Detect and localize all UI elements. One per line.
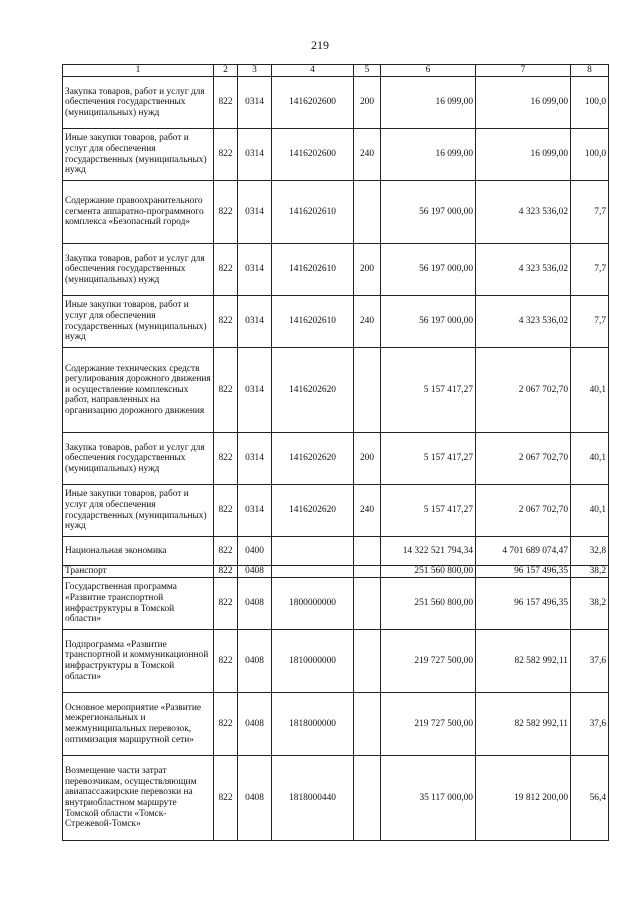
row-ministry-code: 822 xyxy=(214,756,238,841)
row-target-code: 1416202620 xyxy=(272,348,354,433)
table-row xyxy=(63,129,609,181)
row-expense-type: 240 xyxy=(354,485,381,537)
row-name: Закупка товаров, работ и услуг для обеспечения государственных (муниципальных) нужд xyxy=(63,244,214,296)
row-name: Иные закупки товаров, работ и услуг для обеспечения государственных (муниципальных) нужд xyxy=(63,296,214,348)
row-executed: 96 157 496,35 xyxy=(476,566,571,578)
table-row xyxy=(63,578,609,630)
table-row xyxy=(63,433,609,485)
row-target-code: 1818000000 xyxy=(272,693,354,756)
row-expense-type xyxy=(354,630,381,693)
row-name: Иные закупки товаров, работ и услуг для обеспечения государственных (муниципальных) нужд xyxy=(63,485,214,537)
row-expense-type xyxy=(354,537,381,566)
row-expense-type xyxy=(354,756,381,841)
row-name: Основное мероприятие «Развитие межрегиональных и межмуниципальных перевозок, оптимизация маршрутной сети» xyxy=(63,693,214,756)
row-percent: 37,6 xyxy=(571,693,609,756)
row-executed: 16 099,00 xyxy=(476,129,571,181)
row-planned: 5 157 417,27 xyxy=(381,433,476,485)
budget-table xyxy=(62,64,609,841)
row-percent: 100,0 xyxy=(571,129,609,181)
row-percent: 38,2 xyxy=(571,566,609,578)
row-section-code: 0314 xyxy=(238,485,272,537)
row-planned: 219 727 500,00 xyxy=(381,693,476,756)
row-executed: 96 157 496,35 xyxy=(476,578,571,630)
row-executed: 2 067 702,70 xyxy=(476,433,571,485)
row-expense-type xyxy=(354,181,381,244)
row-ministry-code: 822 xyxy=(214,77,238,129)
page-number: 219 xyxy=(311,38,329,52)
row-target-code xyxy=(272,566,354,578)
row-planned: 56 197 000,00 xyxy=(381,296,476,348)
row-name: Закупка товаров, работ и услуг для обеспечения государственных (муниципальных) нужд xyxy=(63,77,214,129)
table-row xyxy=(63,296,609,348)
row-section-code: 0408 xyxy=(238,566,272,578)
row-name: Национальная экономика xyxy=(63,537,214,566)
row-target-code: 1416202620 xyxy=(272,433,354,485)
row-executed: 2 067 702,70 xyxy=(476,485,571,537)
row-section-code: 0408 xyxy=(238,693,272,756)
row-ministry-code: 822 xyxy=(214,244,238,296)
row-name: Возмещение части затрат перевозчикам, осуществляющим авиапассажирские перевозки на внутриобластном маршруте Томской области «Томск-Стрежевой-Томск» xyxy=(63,756,214,841)
row-executed: 4 323 536,02 xyxy=(476,244,571,296)
row-target-code: 1416202620 xyxy=(272,485,354,537)
row-name: Закупка товаров, работ и услуг для обеспечения государственных (муниципальных) нужд xyxy=(63,433,214,485)
row-section-code: 0408 xyxy=(238,756,272,841)
row-target-code: 1818000440 xyxy=(272,756,354,841)
row-expense-type xyxy=(354,693,381,756)
row-section-code: 0314 xyxy=(238,296,272,348)
column-header-6: 6 xyxy=(381,65,476,77)
row-percent: 40,1 xyxy=(571,485,609,537)
row-expense-type: 240 xyxy=(354,296,381,348)
row-planned: 5 157 417,27 xyxy=(381,485,476,537)
column-header-8: 8 xyxy=(571,65,609,77)
row-ministry-code: 822 xyxy=(214,129,238,181)
row-ministry-code: 822 xyxy=(214,181,238,244)
row-planned: 35 117 000,00 xyxy=(381,756,476,841)
row-section-code: 0314 xyxy=(238,348,272,433)
row-ministry-code: 822 xyxy=(214,485,238,537)
column-header-7: 7 xyxy=(476,65,571,77)
row-planned: 16 099,00 xyxy=(381,77,476,129)
row-target-code: 1416202610 xyxy=(272,181,354,244)
column-header-3: 3 xyxy=(238,65,272,77)
row-ministry-code: 822 xyxy=(214,348,238,433)
row-ministry-code: 822 xyxy=(214,537,238,566)
row-target-code: 1416202610 xyxy=(272,296,354,348)
row-expense-type xyxy=(354,566,381,578)
row-section-code: 0314 xyxy=(238,433,272,485)
row-planned: 56 197 000,00 xyxy=(381,244,476,296)
row-executed: 4 323 536,02 xyxy=(476,296,571,348)
row-expense-type: 200 xyxy=(354,244,381,296)
row-name: Транспорт xyxy=(63,566,214,578)
row-target-code: 1416202610 xyxy=(272,244,354,296)
row-percent: 32,8 xyxy=(571,537,609,566)
row-planned: 219 727 500,00 xyxy=(381,630,476,693)
row-section-code: 0314 xyxy=(238,244,272,296)
row-percent: 38,2 xyxy=(571,578,609,630)
row-ministry-code: 822 xyxy=(214,693,238,756)
row-executed: 4 323 536,02 xyxy=(476,181,571,244)
row-name: Содержание правоохранительного сегмента аппаратно-программного комплекса «Безопасный город» xyxy=(63,181,214,244)
row-executed: 19 812 200,00 xyxy=(476,756,571,841)
row-executed: 4 701 689 074,47 xyxy=(476,537,571,566)
row-section-code: 0314 xyxy=(238,129,272,181)
row-section-code: 0400 xyxy=(238,537,272,566)
row-expense-type: 200 xyxy=(354,433,381,485)
row-name: Содержание технических средств регулирования дорожного движения и осуществление комплексных работ, направленных на организацию дорожного движения xyxy=(63,348,214,433)
row-percent: 7,7 xyxy=(571,181,609,244)
row-percent: 37,6 xyxy=(571,630,609,693)
row-section-code: 0408 xyxy=(238,630,272,693)
row-expense-type: 200 xyxy=(354,77,381,129)
row-planned: 251 560 800,00 xyxy=(381,566,476,578)
column-header-1: 1 xyxy=(63,65,214,77)
table-row xyxy=(63,756,609,841)
row-executed: 82 582 992,11 xyxy=(476,693,571,756)
table-row xyxy=(63,630,609,693)
row-name: Иные закупки товаров, работ и услуг для обеспечения государственных (муниципальных) нужд xyxy=(63,129,214,181)
column-header-4: 4 xyxy=(272,65,354,77)
row-target-code: 1810000000 xyxy=(272,630,354,693)
row-planned: 251 560 800,00 xyxy=(381,578,476,630)
row-planned: 5 157 417,27 xyxy=(381,348,476,433)
row-ministry-code: 822 xyxy=(214,578,238,630)
table-row xyxy=(63,566,609,578)
row-expense-type xyxy=(354,348,381,433)
row-percent: 7,7 xyxy=(571,296,609,348)
row-name: Подпрограмма «Развитие транспортной и коммуникационной инфраструктуры в Томской области» xyxy=(63,630,214,693)
row-target-code xyxy=(272,537,354,566)
row-expense-type: 240 xyxy=(354,129,381,181)
row-percent: 40,1 xyxy=(571,348,609,433)
row-planned: 16 099,00 xyxy=(381,129,476,181)
table-row xyxy=(63,693,609,756)
row-target-code: 1416202600 xyxy=(272,129,354,181)
table-row xyxy=(63,485,609,537)
column-header-5: 5 xyxy=(354,65,381,77)
row-ministry-code: 822 xyxy=(214,566,238,578)
row-planned: 56 197 000,00 xyxy=(381,181,476,244)
row-section-code: 0408 xyxy=(238,578,272,630)
row-section-code: 0314 xyxy=(238,181,272,244)
row-planned: 14 322 521 794,34 xyxy=(381,537,476,566)
table-row xyxy=(63,181,609,244)
column-header-2: 2 xyxy=(214,65,238,77)
row-ministry-code: 822 xyxy=(214,630,238,693)
row-executed: 2 067 702,70 xyxy=(476,348,571,433)
row-target-code: 1416202600 xyxy=(272,77,354,129)
table-row xyxy=(63,348,609,433)
row-expense-type xyxy=(354,578,381,630)
row-ministry-code: 822 xyxy=(214,296,238,348)
row-name: Государственная программа «Развитие транспортной инфраструктуры в Томской области» xyxy=(63,578,214,630)
row-percent: 100,0 xyxy=(571,77,609,129)
row-percent: 40,1 xyxy=(571,433,609,485)
table-row xyxy=(63,244,609,296)
table-row xyxy=(63,77,609,129)
row-executed: 16 099,00 xyxy=(476,77,571,129)
table-row xyxy=(63,537,609,566)
row-percent: 56,4 xyxy=(571,756,609,841)
row-percent: 7,7 xyxy=(571,244,609,296)
row-ministry-code: 822 xyxy=(214,433,238,485)
row-executed: 82 582 992,11 xyxy=(476,630,571,693)
row-section-code: 0314 xyxy=(238,77,272,129)
row-target-code: 1800000000 xyxy=(272,578,354,630)
column-header-row xyxy=(63,65,609,77)
